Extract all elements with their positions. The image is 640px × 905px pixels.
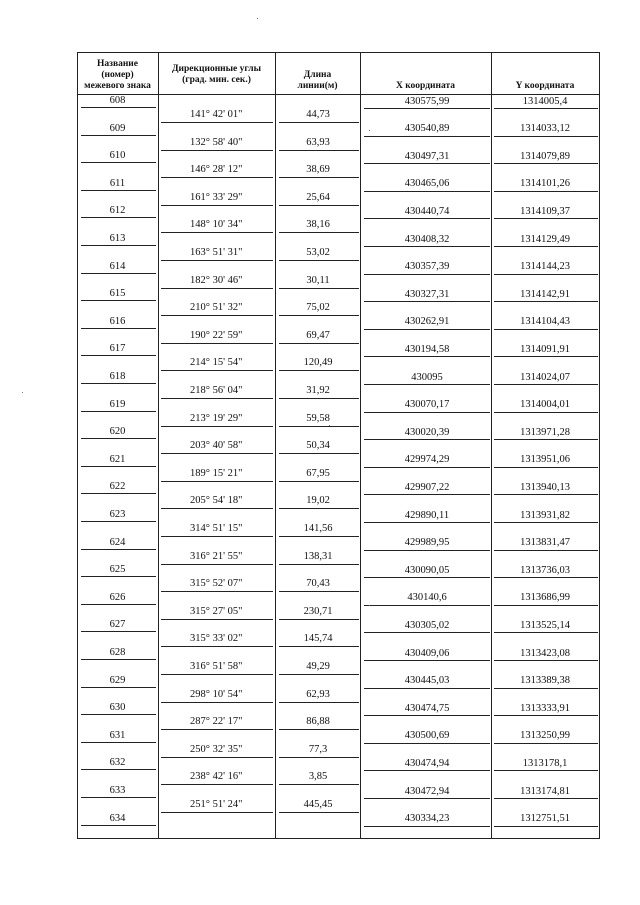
y-underline	[494, 522, 598, 523]
point-mark: 628	[109, 647, 126, 658]
length-underline	[279, 343, 359, 344]
mark-underline	[81, 273, 156, 274]
point-mark: 610	[109, 150, 126, 162]
length-underline	[279, 315, 359, 316]
bearing-angle: 314° 51' 15"	[190, 523, 243, 534]
x-underline	[364, 770, 490, 771]
bearing-angle: 205° 54' 18"	[190, 495, 243, 507]
y-underline	[494, 218, 598, 219]
y-coordinate: 1313333,91	[520, 702, 570, 714]
bearing-angle: 250° 32' 35"	[190, 743, 243, 755]
angle-underline	[161, 619, 273, 620]
length-underline	[279, 812, 359, 813]
x-coordinate: 430262,91	[404, 316, 450, 328]
line-length: 62,93	[306, 688, 330, 700]
x-coordinate: 430500,69	[404, 730, 450, 742]
point-mark: 618	[109, 371, 126, 382]
x-underline	[364, 550, 490, 551]
length-underline	[279, 288, 359, 289]
angle-underline	[161, 729, 273, 730]
y-underline	[494, 356, 598, 357]
column-border	[77, 52, 78, 838]
angle-underline	[161, 757, 273, 758]
angle-underline	[161, 674, 273, 675]
column-border	[599, 52, 600, 838]
x-underline	[364, 384, 490, 385]
line-length: 77,3	[308, 743, 328, 755]
angle-underline	[161, 784, 273, 785]
length-underline	[279, 646, 359, 647]
x-underline	[364, 605, 490, 606]
point-mark: 630	[109, 702, 126, 714]
length-underline	[279, 232, 359, 233]
line-length: 49,29	[306, 661, 330, 672]
x-underline	[364, 329, 490, 330]
x-coordinate: 430020,39	[404, 426, 450, 438]
y-coordinate: 1313940,13	[520, 481, 570, 493]
bearing-angle: 163° 51' 31"	[190, 247, 243, 258]
y-underline	[494, 660, 598, 661]
point-mark: 633	[109, 785, 126, 796]
length-underline	[279, 453, 359, 454]
mark-underline	[81, 355, 156, 356]
header-x: X координата	[395, 81, 456, 91]
bearing-angle: 316° 51' 58"	[190, 661, 243, 672]
table-bottom-border	[77, 838, 600, 839]
x-underline	[364, 798, 490, 799]
scan-speck	[22, 392, 23, 393]
angle-underline	[161, 564, 273, 565]
y-coordinate: 1313423,08	[520, 647, 570, 659]
y-underline	[494, 550, 598, 551]
bearing-angle: 182° 30' 46"	[190, 274, 243, 286]
length-underline	[279, 177, 359, 178]
x-coordinate: 430497,31	[404, 150, 450, 162]
x-coordinate: 430472,94	[404, 785, 450, 797]
x-underline	[364, 163, 490, 164]
line-length: 86,88	[306, 716, 330, 728]
point-mark: 627	[109, 619, 126, 631]
point-mark: 613	[109, 233, 126, 244]
length-underline	[279, 757, 359, 758]
x-coordinate: 429907,22	[404, 481, 450, 493]
y-coordinate: 1313686,99	[520, 592, 570, 604]
point-mark: 616	[109, 315, 126, 327]
x-underline	[364, 743, 490, 744]
mark-underline	[81, 797, 156, 798]
line-length: 25,64	[306, 191, 330, 203]
length-underline	[279, 205, 359, 206]
angle-underline	[161, 150, 273, 151]
point-mark: 634	[109, 812, 126, 824]
x-coordinate: 430140,6	[407, 592, 447, 604]
angle-underline	[161, 591, 273, 592]
x-underline	[364, 301, 490, 302]
x-coordinate: 430334,23	[404, 813, 450, 825]
x-coordinate: 430474,75	[404, 702, 450, 714]
column-border	[491, 52, 492, 838]
mark-underline	[81, 825, 156, 826]
mark-underline	[81, 135, 156, 136]
y-underline	[494, 412, 598, 413]
line-length: 50,34	[306, 440, 330, 452]
point-mark: 624	[109, 536, 126, 548]
mark-underline	[81, 493, 156, 494]
angle-underline	[161, 370, 273, 371]
mark-underline	[81, 245, 156, 246]
line-length: 75,02	[306, 302, 330, 314]
y-underline	[494, 439, 598, 440]
line-length: 141,56	[303, 523, 333, 534]
point-mark: 608	[109, 95, 126, 106]
x-underline	[364, 577, 490, 578]
y-underline	[494, 136, 598, 137]
line-length: 31,92	[306, 385, 330, 396]
angle-underline	[161, 398, 273, 399]
length-underline	[279, 564, 359, 565]
x-coordinate: 429890,11	[404, 509, 450, 521]
y-coordinate: 1314005,4	[522, 95, 568, 107]
bearing-angle: 287° 22' 17"	[190, 716, 243, 728]
bearing-angle: 214° 15' 54"	[190, 357, 243, 369]
bearing-angle: 316° 21' 55"	[190, 550, 243, 562]
mark-underline	[81, 631, 156, 632]
bearing-angle: 189° 15' 21"	[190, 467, 243, 479]
mark-underline	[81, 107, 156, 108]
length-underline	[279, 426, 359, 427]
mark-underline	[81, 438, 156, 439]
length-underline	[279, 591, 359, 592]
x-coordinate: 430090,05	[404, 564, 450, 576]
mark-underline	[81, 604, 156, 605]
y-coordinate: 1313178,1	[522, 757, 568, 769]
bearing-angle: 210° 51' 32"	[190, 302, 243, 314]
mark-underline	[81, 190, 156, 191]
x-coordinate: 430357,39	[404, 261, 450, 273]
x-coordinate: 430540,89	[404, 123, 450, 135]
y-underline	[494, 191, 598, 192]
x-coordinate: 429974,29	[404, 454, 450, 466]
point-mark: 621	[109, 453, 126, 465]
point-mark: 622	[109, 481, 126, 493]
point-mark: 614	[109, 260, 126, 272]
length-underline	[279, 481, 359, 482]
point-mark: 625	[109, 564, 126, 576]
angle-underline	[161, 232, 273, 233]
mark-underline	[81, 383, 156, 384]
length-underline	[279, 398, 359, 399]
line-length: 67,95	[306, 467, 330, 479]
y-underline	[494, 743, 598, 744]
angle-underline	[161, 205, 273, 206]
line-length: 120,49	[303, 357, 333, 369]
line-length: 145,74	[303, 633, 333, 645]
y-coordinate: 1313250,99	[520, 730, 570, 742]
bearing-angle: 315° 52' 07"	[190, 578, 243, 590]
line-length: 445,45	[303, 799, 333, 810]
x-coordinate: 430070,17	[404, 399, 450, 411]
y-underline	[494, 246, 598, 247]
bearing-angle: 213° 19' 29"	[190, 412, 243, 424]
y-underline	[494, 108, 598, 109]
point-mark: 609	[109, 122, 126, 134]
x-coordinate: 430327,31	[404, 288, 450, 300]
x-underline	[364, 218, 490, 219]
x-underline	[364, 660, 490, 661]
point-mark: 629	[109, 674, 126, 686]
y-coordinate: 1314024,07	[520, 371, 570, 383]
x-underline	[364, 191, 490, 192]
x-coordinate: 430095	[411, 371, 443, 383]
scan-speck	[369, 130, 370, 131]
angle-underline	[161, 426, 273, 427]
bearing-angle: 218° 56' 04"	[190, 385, 243, 396]
length-underline	[279, 260, 359, 261]
y-underline	[494, 826, 598, 827]
line-length: 38,16	[306, 219, 330, 231]
bearing-angle: 251° 51' 24"	[190, 799, 243, 810]
y-underline	[494, 798, 598, 799]
mark-underline	[81, 687, 156, 688]
x-underline	[364, 494, 490, 495]
bearing-angle: 238° 42' 16"	[190, 771, 243, 783]
x-coordinate: 430409,06	[404, 647, 450, 659]
x-underline	[364, 136, 490, 137]
length-underline	[279, 702, 359, 703]
mark-underline	[81, 162, 156, 163]
y-underline	[494, 715, 598, 716]
angle-underline	[161, 122, 273, 123]
mark-underline	[81, 549, 156, 550]
angle-underline	[161, 646, 273, 647]
bearing-angle: 148° 10' 34"	[190, 219, 243, 231]
angle-underline	[161, 343, 273, 344]
mark-underline	[81, 714, 156, 715]
y-coordinate: 1313174,81	[520, 785, 570, 797]
length-underline	[279, 674, 359, 675]
x-underline	[364, 826, 490, 827]
column-border	[158, 52, 159, 838]
x-underline	[364, 246, 490, 247]
x-coordinate: 430305,02	[404, 619, 450, 631]
x-coordinate: 430465,06	[404, 178, 450, 190]
length-underline	[279, 122, 359, 123]
x-coordinate: 430474,94	[404, 757, 450, 769]
y-coordinate: 1314101,26	[520, 178, 570, 190]
y-coordinate: 1314004,01	[520, 399, 570, 411]
angle-underline	[161, 481, 273, 482]
y-coordinate: 1314104,43	[520, 316, 570, 328]
point-mark: 612	[109, 205, 126, 217]
angle-underline	[161, 536, 273, 537]
mark-underline	[81, 217, 156, 218]
length-underline	[279, 784, 359, 785]
mark-underline	[81, 411, 156, 412]
x-coordinate: 430194,58	[404, 343, 450, 355]
point-mark: 631	[109, 729, 126, 741]
x-coordinate: 430445,03	[404, 675, 450, 687]
y-underline	[494, 467, 598, 468]
y-coordinate: 1313736,03	[520, 564, 570, 576]
mark-underline	[81, 576, 156, 577]
line-length: 230,71	[303, 605, 333, 617]
y-underline	[494, 494, 598, 495]
bearing-angle: 315° 33' 02"	[190, 633, 243, 645]
angle-underline	[161, 702, 273, 703]
length-underline	[279, 150, 359, 151]
line-length: 70,43	[306, 578, 330, 590]
y-underline	[494, 329, 598, 330]
header-y: Y координата	[515, 81, 575, 91]
point-mark: 632	[109, 757, 126, 769]
bearing-angle: 315° 27' 05"	[190, 605, 243, 617]
point-mark: 620	[109, 426, 126, 438]
point-mark: 619	[109, 398, 126, 410]
point-mark: 626	[109, 591, 126, 603]
line-length: 59,58	[306, 412, 330, 424]
line-length: 44,73	[306, 109, 330, 120]
x-underline	[364, 632, 490, 633]
y-coordinate: 1313389,38	[520, 675, 570, 687]
bearing-angle: 203° 40' 58"	[190, 440, 243, 452]
length-underline	[279, 619, 359, 620]
bearing-angle: 190° 22' 59"	[190, 329, 243, 341]
y-coordinate: 1314142,91	[520, 288, 570, 300]
x-underline	[364, 108, 490, 109]
x-coordinate: 429989,95	[404, 537, 450, 549]
point-mark: 617	[109, 343, 126, 355]
y-underline	[494, 605, 598, 606]
header-angle: Дирекционные углы (град. мин. сек.)	[172, 64, 261, 85]
y-coordinate: 1314109,37	[520, 205, 570, 217]
bearing-angle: 161° 33' 29"	[190, 191, 243, 203]
x-underline	[364, 467, 490, 468]
x-underline	[364, 688, 490, 689]
mark-underline	[81, 521, 156, 522]
header-length: Длина линии(м)	[297, 70, 338, 91]
x-coordinate: 430575,99	[404, 95, 450, 107]
mark-underline	[81, 466, 156, 467]
point-mark: 623	[109, 509, 126, 520]
x-coordinate: 430440,74	[404, 205, 450, 217]
y-underline	[494, 577, 598, 578]
mark-underline	[81, 769, 156, 770]
mark-underline	[81, 742, 156, 743]
angle-underline	[161, 288, 273, 289]
header-mark: Название (номер) межевого знака	[84, 59, 151, 91]
x-coordinate: 430408,32	[404, 233, 450, 245]
y-coordinate: 1314129,49	[520, 233, 570, 245]
angle-underline	[161, 812, 273, 813]
length-underline	[279, 536, 359, 537]
y-coordinate: 1314144,23	[520, 261, 570, 273]
y-underline	[494, 301, 598, 302]
scan-speck	[329, 425, 330, 426]
column-border	[360, 52, 361, 838]
bearing-angle: 132° 58' 40"	[190, 136, 243, 148]
line-length: 38,69	[306, 164, 330, 176]
line-length: 30,11	[306, 274, 330, 286]
point-mark: 615	[109, 288, 126, 300]
length-underline	[279, 370, 359, 371]
y-coordinate: 1314079,89	[520, 150, 570, 162]
y-coordinate: 1313525,14	[520, 619, 570, 631]
x-underline	[364, 356, 490, 357]
y-underline	[494, 770, 598, 771]
bearing-angle: 298° 10' 54"	[190, 688, 243, 700]
angle-underline	[161, 453, 273, 454]
mark-underline	[81, 300, 156, 301]
line-length: 69,47	[306, 329, 330, 341]
line-length: 138,31	[303, 550, 333, 562]
angle-underline	[161, 177, 273, 178]
mark-underline	[81, 328, 156, 329]
scan-speck	[369, 605, 370, 606]
mark-underline	[81, 659, 156, 660]
line-length: 63,93	[306, 136, 330, 148]
bearing-angle: 141° 42' 01"	[190, 109, 243, 120]
y-coordinate: 1312751,51	[520, 813, 570, 825]
bearing-angle: 146° 28' 12"	[190, 164, 243, 176]
y-underline	[494, 688, 598, 689]
y-coordinate: 1314091,91	[520, 343, 570, 355]
length-underline	[279, 729, 359, 730]
angle-underline	[161, 315, 273, 316]
y-underline	[494, 274, 598, 275]
y-coordinate: 1313931,82	[520, 509, 570, 521]
point-mark: 611	[109, 177, 126, 189]
length-underline	[279, 508, 359, 509]
y-coordinate: 1313951,06	[520, 454, 570, 466]
x-underline	[364, 439, 490, 440]
x-underline	[364, 274, 490, 275]
y-coordinate: 1314033,12	[520, 123, 570, 135]
angle-underline	[161, 508, 273, 509]
line-length: 53,02	[306, 247, 330, 258]
angle-underline	[161, 260, 273, 261]
line-length: 3,85	[308, 771, 328, 783]
y-coordinate: 1313971,28	[520, 426, 570, 438]
y-coordinate: 1313831,47	[520, 537, 570, 549]
x-underline	[364, 412, 490, 413]
y-underline	[494, 632, 598, 633]
x-underline	[364, 522, 490, 523]
line-length: 19,02	[306, 495, 330, 507]
y-underline	[494, 384, 598, 385]
x-underline	[364, 715, 490, 716]
y-underline	[494, 163, 598, 164]
scan-speck	[257, 18, 258, 19]
